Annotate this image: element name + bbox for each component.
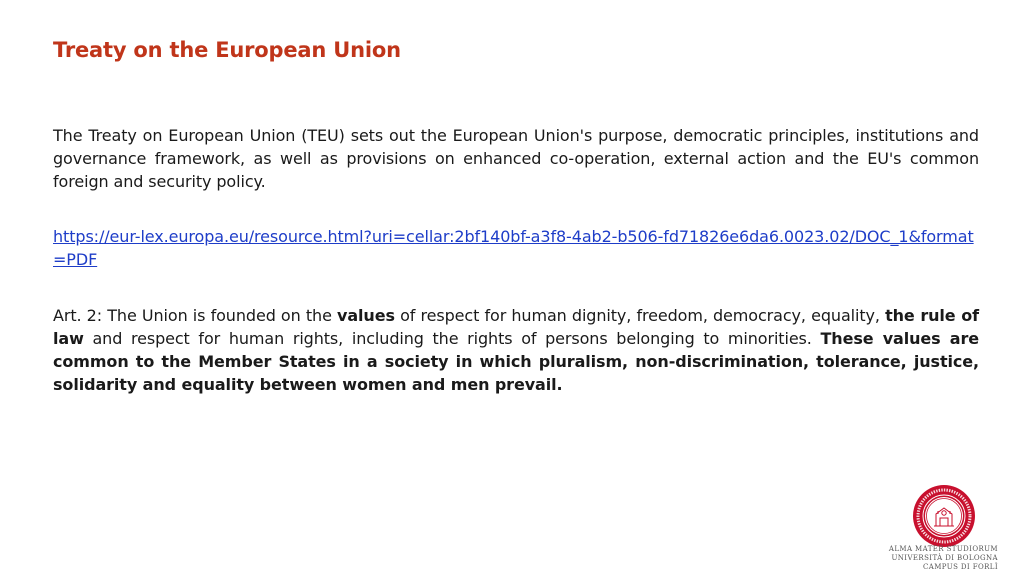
article-bold-common-values: These values are common to the Member States in a society in which pluralism, non-discrimination, tolerance, justice, solidarity and equality between women and men prevail. [53, 329, 979, 394]
article-bold-rule-of-law: the rule of law [53, 306, 979, 348]
institution-line-2: UNIVERSITÀ DI BOLOGNA [891, 554, 998, 562]
university-seal-icon [912, 484, 976, 548]
seal-graphic [912, 484, 976, 548]
article-text: of respect for human dignity, freedom, democracy, equality, [394, 306, 886, 325]
institution-name [880, 545, 998, 572]
treaty-pdf-link[interactable]: https://eur-lex.europa.eu/resource.html?uri=cellar:2bf140bf-a3f8-4ab2-b506-fd71826e6da6.0023.02/DOC_1&format=PDF [53, 227, 974, 269]
slide-title: Treaty on the European Union [53, 38, 401, 62]
institution-line-1: ALMA MATER STUDIORUM [888, 545, 998, 553]
article-2-paragraph [53, 304, 979, 396]
article-text: Art. 2: The Union is founded on the [53, 306, 338, 325]
link-paragraph [53, 225, 979, 271]
article-bold-values: values [337, 306, 395, 325]
institution-line-3: CAMPUS DI FORLÌ [923, 563, 998, 571]
intro-paragraph: The Treaty on European Union (TEU) sets out the European Union's purpose, democratic principles, institutions and governance framework, as well as provisions on enhanced co-operation, external action and the EU's common foreign and security policy. [53, 126, 979, 191]
article-text: and respect for human rights, including the rights of persons belonging to minorities. [83, 329, 821, 348]
